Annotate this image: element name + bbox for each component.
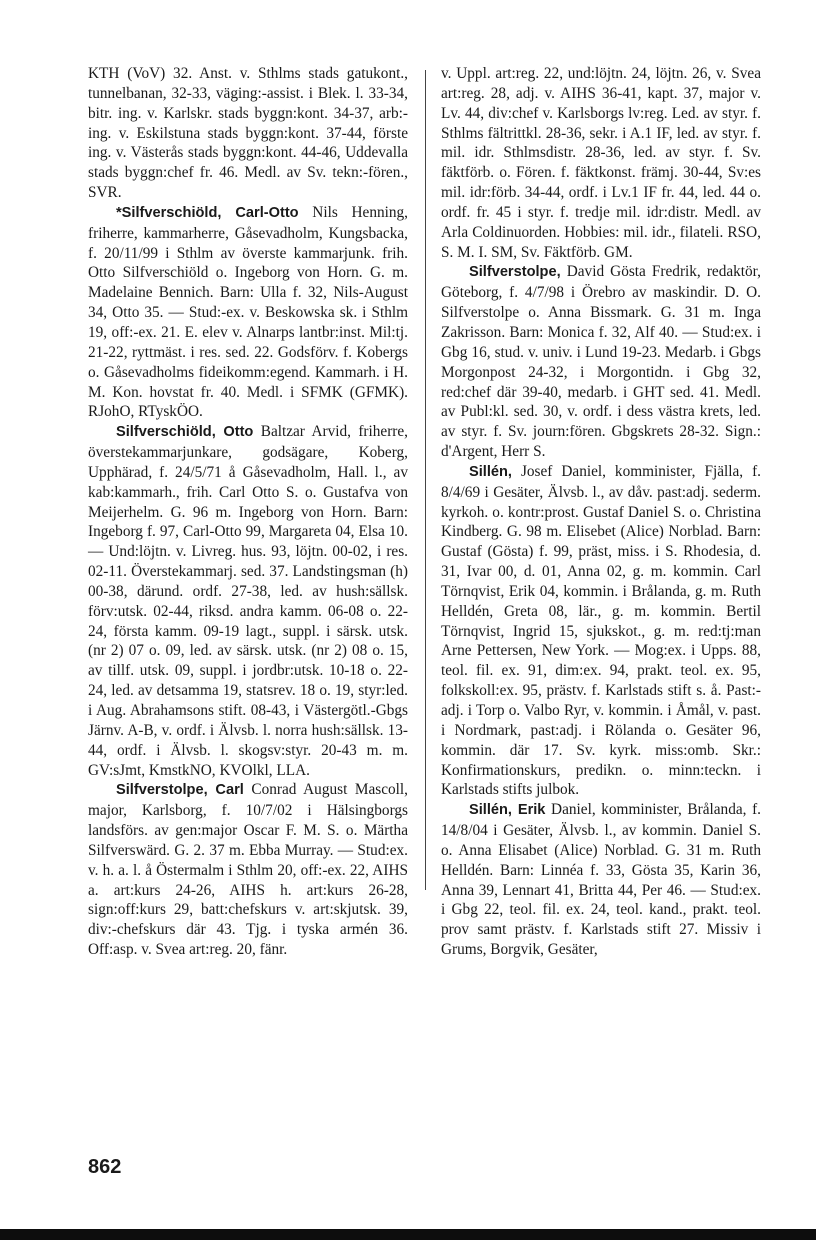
entry-name: Silfverschiöld, Otto	[116, 424, 254, 441]
entry-text: KTH (VoV) 32. Anst. v. Sthlms stads gatukont., tunnelbanan, 32-33, väging:-assist. i Blek. l. 33-34, bitr. ing. v. Karlskr. stads byggn:kont. 34-37, arb:-ing. v. Eskilstuna stads byggn:kont. 37-44, förste ing. v. Västerås stads byggn:kont. 44-46, Uddevalla stads byggn:chef fr. 46. Medl. av Sv. tekn:-fören., SVR.	[88, 65, 408, 202]
entry-name: Silfverstolpe,	[469, 264, 561, 281]
entry-sillen-josef	[441, 462, 761, 800]
entry-silfverstolpe-carl	[88, 780, 408, 960]
entry-silfverschiold-carl-otto	[88, 203, 408, 422]
entry-text: Daniel, komminister, Brålanda, f. 14/8/04 i Gesäter, Älvsb. l., av kommin. Daniel S. o. Anna Elisabet (Alice) Norblad. G. 31 m. Ruth Helldén. Barn: Linnéa f. 33, Gösta 35, Karin 36, Anna 39, Lennart 41, Britta 44, Per 46. — Stud:ex. i Gbg 22, teol. fil. ex. 24, teol. kand., prakt. teol. prov samt prästv. f. Karlstads stift 27. Missiv i Grums, Borgvik, Gesäter,	[441, 801, 761, 959]
left-column	[88, 64, 408, 960]
entry-text: Josef Daniel, komminister, Fjälla, f. 8/4/69 i Gesäter, Älvsb. l., av dåv. past:adj. sederm. kyrkoh. o. kontr:prost. Gustaf Daniel S. o. Christina Kindberg. G. 98 m. Elisebet (Alice) Norblad. Barn: Gustaf (Gösta) f. 99, präst, miss. i S. Rhodesia, d. 31, Ivar 00, d. 01, Anna 02, g. m. kommin. Carl Törnqvist, Erik 04, kommin. i Brålanda, g. m. Ruth Helldén, Greta 08, lär., g. m. kommin. Bertil Törnqvist, Ingrid 15, sjukskot., g. m. red:tj:man Arne Pettersen, New York. — Mog:ex. i Upps. 88, teol. fil. ex. 91, dim:ex. 94, prakt. teol. ex. 95, folkskoll:ex. 95, prästv. f. Karlstads stift s. å. Past:-adj. i Torp o. Valbo Ryr, v. kommin. i Åmål, v. past. i Nordmark, past:adj. i Rölanda o. Gesäter 96, kommin. där 17. Sv. kyrk. miss:omb. Skr.: Konfirmationskurs, predikn. o. minn:teckn. i Karlstads stifts julbok.	[441, 462, 761, 799]
entry-name: Sillén, Erik	[469, 802, 546, 819]
entry-text: Conrad August Mascoll, major, Karlsborg, f. 10/7/02 i Hälsingborgs landsförs. av gen:major Oscar F. M. S. o. Märtha Silfverswärd. G. 2. 37 m. Ebba Murray. — Stud:ex. v. h. a. l. å Östermalm i Sthlm 20, off:-ex. 22, AIHS a. art:kurs 24-26, AIHS h. art:kurs 26-28, sign:off:kurs 29, batt:chefskurs v. art:skjutsk. 39, div:-chefskurs där 43. Tjg. i tyska armén 36. Off:asp. v. Svea art:reg. 20, fänr.	[88, 781, 408, 959]
column-divider	[425, 70, 426, 890]
entry-name: *Silfverschiöld, Carl-Otto	[116, 204, 299, 221]
entry-continuation	[441, 64, 761, 262]
entry-continuation	[88, 64, 408, 203]
scan-bottom-edge	[0, 1229, 816, 1240]
entry-text: Baltzar Arvid, friherre, överstekammarjunkare, godsägare, Koberg, Upphärad, f. 24/5/71 å Gåsevadholm, Hall. l., av kab:kammarh., frih. Carl Otto S. o. Gustafva von Meijerhelm. G. 96 m. Ingeborg von Horn. Barn: Ingeborg f. 97, Carl-Otto 99, Margareta 04, Elsa 10. — Und:löjtn. v. Livreg. hus. 93, löjtn. 00-02, i res. 02-11. Överstekammarj. sed. 37. Landstingsman (h) 00-38, därund. ordf. 27-38, led. av hush:sällsk. förv:utsk. 02-44, riksd. andra kamm. 06-08 o. 22-24, första kamm. 09-19 lagt., suppl. i särsk. utsk. (nr 2) 07 o. 09, led. av särsk. utsk. (nr 2) 08 o. 15, av tillf. utsk. 09, suppl. i jordbr:utsk. 10-18 o. 22-24, led. av detsamma 19, statsrev. 18 o. 19, styr:led. i Aug. Abrahamsons stift. 08-43, i Västergötl.-Gbgs Järnv. A-B, v. ordf. i Älvsb. l. norra hush:sällsk. 13-44, ordf. i Älvsb. l. skogsv:styr. 20-43 m. m. GV:sJmt, KmstkNO, KVOlkl, LLA.	[88, 423, 409, 779]
entry-silfverstolpe-gosta	[441, 262, 761, 461]
entry-name: Sillén,	[469, 463, 512, 480]
page-number: 862	[88, 1156, 122, 1178]
entry-text: David Gösta Fredrik, redaktör, Göteborg, f. 4/7/98 i Örebro av maskindir. D. O. Silfverstolpe o. Anna Bissmark. G. 31 m. Inga Zakrisson. Barn: Monica f. 32, Alf 40. — Stud:ex. i Gbg 16, stud. v. univ. i Lund 19-23. Medarb. i Gbgs Morgonpost 24-32, i Morgontidn. i Gbg 32, red:chef där 39-40, medarb. i GHT sed. 41. Medl. av Publ:kl. sed. 30, v. ordf. i dess västra krets, led. av styr. f. Sv. journ:fören. Gbgskrets 28-32. Sign.: d'Argent, Herr S.	[441, 263, 761, 461]
entry-sillen-erik	[441, 800, 761, 960]
entry-silfverschiold-otto	[88, 422, 408, 780]
entry-text: Nils Henning, friherre, kammarherre, Gåsevadholm, Kungsbacka, f. 20/11/99 i Sthlm av överste kammarjunk. frih. Otto Silfverschiöld o. Ingeborg von Horn. G. m. Madelaine Bennich. Barn: Ulla f. 32, Nils-August 34, Otto 35. — Stud:-ex. v. Beskowska sk. i Sthlm 19, off:-ex. 21. E. elev v. Alnarps lantbr:inst. Mil:tj. 21-22, ryttmäst. i res. sed. 22. Godsförv. f. Kobergs o. Gåsevadholms fideikomm:egend. Kammarh. i H. M. Kon. hovstat fr. 40. Medl. i SFMK (GFMK). RJohO, RTyskÖO.	[88, 203, 408, 421]
entry-name: Silfverstolpe, Carl	[116, 782, 244, 799]
entry-text: v. Uppl. art:reg. 22, und:löjtn. 24, löjtn. 26, v. Svea art:reg. 28, adj. v. AIHS 36-41, kapt. 37, major v. Lv. 44, div:chef v. Karlsborgs lv:reg. Led. av styr. f. Sthlms fältrittkl. 28-36, sekr. i A.1 IF, led. av styr. f. mil. idr. Sthlmsdistr. 28-36, led. av styr. f. Sv. fäktförb. o. Fören. f. fäktkonst. främj. 30-44, Sv:es mil. idr:förb. 34-44, ordf. i Lv.1 IF fr. 44, led. 44 o. ordf. fr. 45 i styr. f. tredje mil. idr:distr. Medl. av Arla Coldinuorden. Hobbies: mil. idr., filateli. RSO, S. M. I. SM, Sv. Fäktförb. GM.	[441, 65, 761, 261]
right-column	[441, 64, 761, 960]
